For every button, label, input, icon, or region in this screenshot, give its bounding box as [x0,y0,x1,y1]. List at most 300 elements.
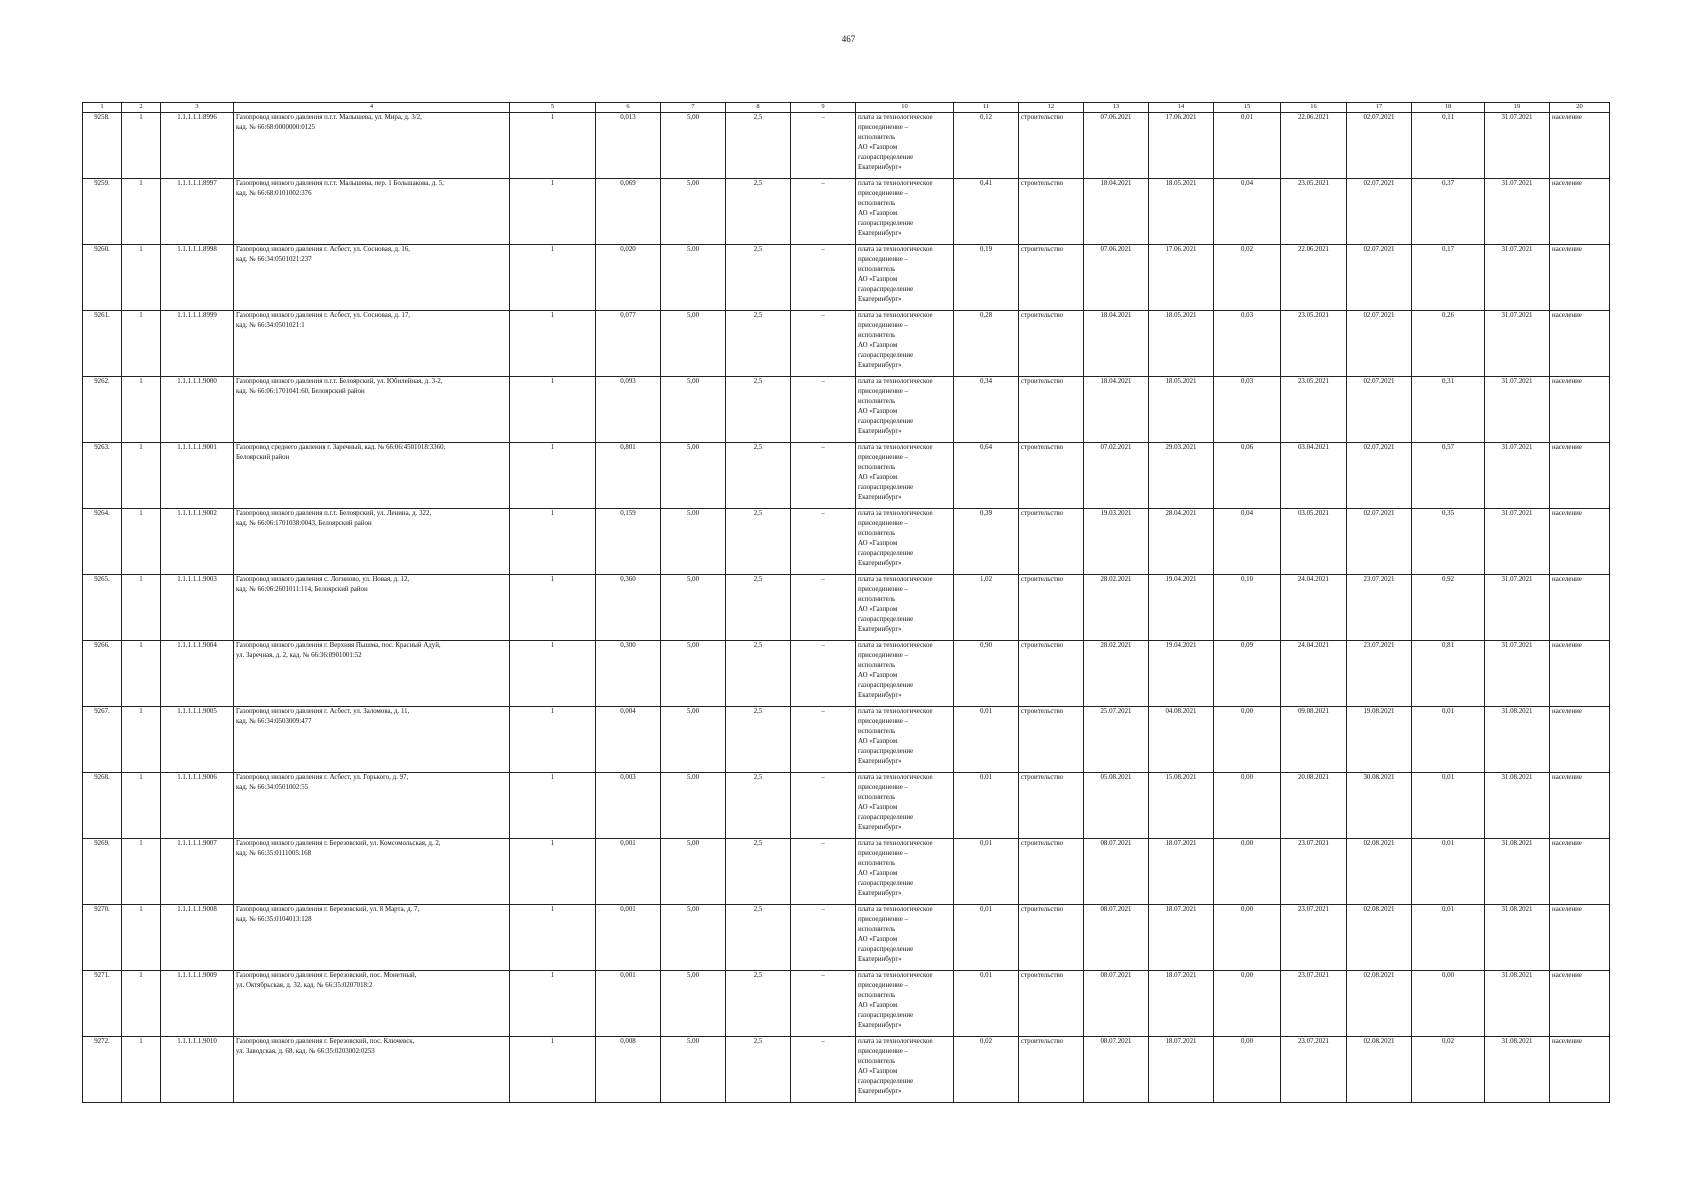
column-17-date-cell: 23.07.2021 [1347,575,1412,641]
column-19-date-cell: 31.07.2021 [1485,509,1550,575]
column-11-cell: 0,01 [954,839,1019,905]
column-15-cell: 0,10 [1214,575,1281,641]
column-18-cell: 0,81 [1412,641,1485,707]
column-8-cell: 2,5 [726,311,791,377]
consumer-category-cell: население [1550,575,1610,641]
object-name-cell: Газопровод низкого давления г. Березовский, пос. Монетный, ул. Октябрьская, д. 32, кад. № 66:35:0207018:2 [234,971,510,1037]
start-date-cell: 18.04.2021 [1084,311,1149,377]
funding-source-cell: плата за технологическое присоединение – исполнитель АО «Газпром газораспределение Екатеринбург» [856,179,954,245]
column-17-date-cell: 02.07.2021 [1347,245,1412,311]
column-5-cell: 1 [510,971,596,1037]
start-date-cell: 08.07.2021 [1084,971,1149,1037]
column-19-date-cell: 31.08.2021 [1485,773,1550,839]
column-16-date-cell: 20.08.2021 [1281,773,1347,839]
length-cell: 0,360 [596,575,661,641]
column-2-cell: 1 [122,773,161,839]
object-code-cell: 1.1.1.1.1.9010 [161,1037,234,1103]
work-type-cell: строительство [1019,311,1084,377]
column-19-date-cell: 31.07.2021 [1485,245,1550,311]
column-11-cell: 0,39 [954,509,1019,575]
consumer-category-cell: население [1550,773,1610,839]
object-name-cell: Газопровод низкого давления п.г.т. Белоярский, ул. Юбилейная, д. 3-2, кад. № 66:06:1701041:60, Белоярский район [234,377,510,443]
object-code-cell: 1.1.1.1.1.8998 [161,245,234,311]
object-name-cell: Газопровод низкого давления г. Асбест, ул. Сосновая, д. 16, кад. № 66:34:0501021:237 [234,245,510,311]
object-name-cell: Газопровод среднего давления г. Заречный, кад. № 66:06:4501018:3360, Белоярский район [234,443,510,509]
end-date-cell: 29.03.2021 [1149,443,1214,509]
column-9-cell: – [791,443,856,509]
column-header-16: 16 [1281,103,1347,113]
column-16-date-cell: 23.07.2021 [1281,905,1347,971]
column-5-cell: 1 [510,1037,596,1103]
object-code-cell: 1.1.1.1.1.9003 [161,575,234,641]
work-type-cell: строительство [1019,113,1084,179]
funding-source-cell: плата за технологическое присоединение – исполнитель АО «Газпром газораспределение Екатеринбург» [856,311,954,377]
end-date-cell: 18.05.2021 [1149,179,1214,245]
end-date-cell: 19.04.2021 [1149,575,1214,641]
column-2-cell: 1 [122,839,161,905]
column-9-cell: – [791,1037,856,1103]
column-19-date-cell: 31.08.2021 [1485,839,1550,905]
end-date-cell: 17.06.2021 [1149,245,1214,311]
column-19-date-cell: 31.07.2021 [1485,443,1550,509]
column-8-cell: 2,5 [726,443,791,509]
column-16-date-cell: 22.06.2021 [1281,113,1347,179]
column-5-cell: 1 [510,509,596,575]
column-19-date-cell: 31.07.2021 [1485,311,1550,377]
column-5-cell: 1 [510,707,596,773]
column-11-cell: 0,01 [954,905,1019,971]
column-header-2: 2 [122,103,161,113]
consumer-category-cell: население [1550,839,1610,905]
funding-source-cell: плата за технологическое присоединение – исполнитель АО «Газпром газораспределение Екатеринбург» [856,377,954,443]
table-body [83,113,1610,1103]
table-row [83,905,1610,971]
column-header-9: 9 [791,103,856,113]
consumer-category-cell: население [1550,245,1610,311]
column-header-20: 20 [1550,103,1610,113]
column-18-cell: 0,26 [1412,311,1485,377]
column-18-cell: 0,00 [1412,971,1485,1037]
column-19-date-cell: 31.07.2021 [1485,179,1550,245]
column-8-cell: 2,5 [726,179,791,245]
length-cell: 0,093 [596,377,661,443]
funding-source-cell: плата за технологическое присоединение – исполнитель АО «Газпром газораспределение Екатеринбург» [856,443,954,509]
length-cell: 0,001 [596,905,661,971]
end-date-cell: 18.07.2021 [1149,971,1214,1037]
funding-source-cell: плата за технологическое присоединение – исполнитель АО «Газпром газораспределение Екатеринбург» [856,575,954,641]
column-17-date-cell: 02.07.2021 [1347,509,1412,575]
funding-source-cell: плата за технологическое присоединение – исполнитель АО «Газпром газораспределение Екатеринбург» [856,971,954,1037]
funding-source-cell: плата за технологическое присоединение – исполнитель АО «Газпром газораспределение Екатеринбург» [856,113,954,179]
end-date-cell: 18.07.2021 [1149,1037,1214,1103]
row-number: 9258. [83,113,122,179]
end-date-cell: 18.05.2021 [1149,377,1214,443]
end-date-cell: 19.04.2021 [1149,641,1214,707]
length-cell: 0,008 [596,1037,661,1103]
table-row [83,443,1610,509]
row-number: 9272. [83,1037,122,1103]
column-18-cell: 0,31 [1412,377,1485,443]
column-7-cell: 5,00 [661,839,726,905]
column-8-cell: 2,5 [726,905,791,971]
funding-source-cell: плата за технологическое присоединение – исполнитель АО «Газпром газораспределение Екатеринбург» [856,641,954,707]
column-header-6: 6 [596,103,661,113]
column-17-date-cell: 02.08.2021 [1347,1037,1412,1103]
column-header-1: 1 [83,103,122,113]
consumer-category-cell: население [1550,443,1610,509]
row-number: 9269. [83,839,122,905]
column-5-cell: 1 [510,311,596,377]
column-19-date-cell: 31.07.2021 [1485,377,1550,443]
column-16-date-cell: 24.04.2021 [1281,641,1347,707]
column-11-cell: 0,19 [954,245,1019,311]
column-15-cell: 0,03 [1214,377,1281,443]
start-date-cell: 07.06.2021 [1084,113,1149,179]
column-5-cell: 1 [510,113,596,179]
column-19-date-cell: 31.08.2021 [1485,971,1550,1037]
funding-source-cell: плата за технологическое присоединение – исполнитель АО «Газпром газораспределение Екатеринбург» [856,707,954,773]
object-code-cell: 1.1.1.1.1.9005 [161,707,234,773]
work-type-cell: строительство [1019,839,1084,905]
column-header-13: 13 [1084,103,1149,113]
column-18-cell: 0,37 [1412,179,1485,245]
column-8-cell: 2,5 [726,509,791,575]
row-number: 9267. [83,707,122,773]
row-number: 9266. [83,641,122,707]
column-19-date-cell: 31.07.2021 [1485,575,1550,641]
funding-source-cell: плата за технологическое присоединение – исполнитель АО «Газпром газораспределение Екатеринбург» [856,905,954,971]
start-date-cell: 19.03.2021 [1084,509,1149,575]
column-19-date-cell: 31.08.2021 [1485,1037,1550,1103]
start-date-cell: 25.07.2021 [1084,707,1149,773]
column-18-cell: 0,01 [1412,773,1485,839]
table-row [83,641,1610,707]
column-2-cell: 1 [122,113,161,179]
length-cell: 0,077 [596,311,661,377]
object-name-cell: Газопровод низкого давления г. Березовский, ул. 8 Марта, д. 7, кад. № 66:35:0104013:128 [234,905,510,971]
column-header-19: 19 [1485,103,1550,113]
column-header-8: 8 [726,103,791,113]
column-7-cell: 5,00 [661,179,726,245]
consumer-category-cell: население [1550,113,1610,179]
column-header-3: 3 [161,103,234,113]
column-15-cell: 0,04 [1214,179,1281,245]
table-row [83,707,1610,773]
end-date-cell: 28.04.2021 [1149,509,1214,575]
column-18-cell: 0,35 [1412,509,1485,575]
column-9-cell: – [791,245,856,311]
column-9-cell: – [791,641,856,707]
column-8-cell: 2,5 [726,773,791,839]
column-header-18: 18 [1412,103,1485,113]
column-18-cell: 0,92 [1412,575,1485,641]
column-16-date-cell: 23.05.2021 [1281,311,1347,377]
column-7-cell: 5,00 [661,377,726,443]
column-15-cell: 0,03 [1214,311,1281,377]
column-11-cell: 1,02 [954,575,1019,641]
column-16-date-cell: 09.08.2021 [1281,707,1347,773]
column-11-cell: 0,01 [954,707,1019,773]
column-8-cell: 2,5 [726,377,791,443]
column-18-cell: 0,17 [1412,245,1485,311]
column-9-cell: – [791,179,856,245]
column-9-cell: – [791,707,856,773]
column-9-cell: – [791,509,856,575]
column-17-date-cell: 02.08.2021 [1347,971,1412,1037]
column-7-cell: 5,00 [661,113,726,179]
column-15-cell: 0,00 [1214,1037,1281,1103]
column-17-date-cell: 30.08.2021 [1347,773,1412,839]
row-number: 9265. [83,575,122,641]
funding-source-cell: плата за технологическое присоединение – исполнитель АО «Газпром газораспределение Екатеринбург» [856,773,954,839]
column-17-date-cell: 02.07.2021 [1347,179,1412,245]
length-cell: 0,069 [596,179,661,245]
work-type-cell: строительство [1019,905,1084,971]
column-19-date-cell: 31.07.2021 [1485,113,1550,179]
object-name-cell: Газопровод низкого давления г. Березовский, пос. Ключевск, ул. Заводская, д. 68, кад. № 66:35:0203002:0253 [234,1037,510,1103]
object-code-cell: 1.1.1.1.1.8996 [161,113,234,179]
column-17-date-cell: 02.07.2021 [1347,443,1412,509]
column-16-date-cell: 23.05.2021 [1281,377,1347,443]
object-name-cell: Газопровод низкого давления г. Асбест, ул. Сосновая, д. 17, кад. № 66:34:0501021:1 [234,311,510,377]
column-15-cell: 0,02 [1214,245,1281,311]
column-number-row [83,103,1610,113]
column-16-date-cell: 23.07.2021 [1281,839,1347,905]
end-date-cell: 18.07.2021 [1149,839,1214,905]
column-header-10: 10 [856,103,954,113]
column-15-cell: 0,09 [1214,641,1281,707]
column-8-cell: 2,5 [726,707,791,773]
column-5-cell: 1 [510,905,596,971]
consumer-category-cell: население [1550,971,1610,1037]
consumer-category-cell: население [1550,509,1610,575]
start-date-cell: 18.04.2021 [1084,179,1149,245]
object-name-cell: Газопровод низкого давления г. Асбест, ул. Горького, д. 97, кад. № 66:34:0501002:55 [234,773,510,839]
column-5-cell: 1 [510,443,596,509]
column-9-cell: – [791,839,856,905]
column-15-cell: 0,00 [1214,905,1281,971]
column-11-cell: 0,90 [954,641,1019,707]
column-15-cell: 0,00 [1214,971,1281,1037]
column-9-cell: – [791,377,856,443]
column-2-cell: 1 [122,641,161,707]
object-code-cell: 1.1.1.1.1.9000 [161,377,234,443]
end-date-cell: 15.08.2021 [1149,773,1214,839]
work-type-cell: строительство [1019,971,1084,1037]
length-cell: 0,003 [596,773,661,839]
row-number: 9270. [83,905,122,971]
column-header-5: 5 [510,103,596,113]
object-code-cell: 1.1.1.1.1.9007 [161,839,234,905]
column-7-cell: 5,00 [661,641,726,707]
column-header-11: 11 [954,103,1019,113]
consumer-category-cell: население [1550,641,1610,707]
column-header-14: 14 [1149,103,1214,113]
column-7-cell: 5,00 [661,509,726,575]
end-date-cell: 18.05.2021 [1149,311,1214,377]
column-2-cell: 1 [122,179,161,245]
column-18-cell: 0,01 [1412,839,1485,905]
object-code-cell: 1.1.1.1.1.9001 [161,443,234,509]
object-name-cell: Газопровод низкого давления п.г.т. Малышева, ул. Мира, д. 3/2, кад. № 66:68:0000000:0125 [234,113,510,179]
table-row [83,179,1610,245]
start-date-cell: 18.04.2021 [1084,377,1149,443]
column-15-cell: 0,04 [1214,509,1281,575]
table-row [83,839,1610,905]
work-type-cell: строительство [1019,443,1084,509]
consumer-category-cell: население [1550,377,1610,443]
column-5-cell: 1 [510,773,596,839]
table-row [83,509,1610,575]
column-18-cell: 0,11 [1412,113,1485,179]
row-number: 9261. [83,311,122,377]
column-16-date-cell: 22.06.2021 [1281,245,1347,311]
column-2-cell: 1 [122,707,161,773]
column-9-cell: – [791,575,856,641]
column-2-cell: 1 [122,311,161,377]
column-header-15: 15 [1214,103,1281,113]
length-cell: 0,013 [596,113,661,179]
column-9-cell: – [791,905,856,971]
column-9-cell: – [791,113,856,179]
length-cell: 0,001 [596,971,661,1037]
funding-source-cell: плата за технологическое присоединение – исполнитель АО «Газпром газораспределение Екатеринбург» [856,245,954,311]
table-row [83,575,1610,641]
column-11-cell: 0,12 [954,113,1019,179]
row-number: 9271. [83,971,122,1037]
length-cell: 0,004 [596,707,661,773]
end-date-cell: 18.07.2021 [1149,905,1214,971]
column-2-cell: 1 [122,1037,161,1103]
column-7-cell: 5,00 [661,575,726,641]
page-number: 467 [841,34,856,44]
column-16-date-cell: 03.05.2021 [1281,509,1347,575]
column-11-cell: 0,64 [954,443,1019,509]
column-11-cell: 0,28 [954,311,1019,377]
object-name-cell: Газопровод низкого давления г. Верхняя Пышма, пос. Красный Адуй, ул. Заречная, д. 2, кад. № 66:36:0901001:52 [234,641,510,707]
column-2-cell: 1 [122,443,161,509]
column-9-cell: – [791,971,856,1037]
table-row [83,311,1610,377]
row-number: 9262. [83,377,122,443]
column-18-cell: 0,01 [1412,707,1485,773]
start-date-cell: 05.08.2021 [1084,773,1149,839]
column-15-cell: 0,00 [1214,773,1281,839]
start-date-cell: 07.06.2021 [1084,245,1149,311]
funding-source-cell: плата за технологическое присоединение – исполнитель АО «Газпром газораспределение Екатеринбург» [856,839,954,905]
column-15-cell: 0,00 [1214,839,1281,905]
column-7-cell: 5,00 [661,311,726,377]
column-8-cell: 2,5 [726,839,791,905]
column-18-cell: 0,01 [1412,905,1485,971]
object-code-cell: 1.1.1.1.1.9008 [161,905,234,971]
funding-source-cell: плата за технологическое присоединение – исполнитель АО «Газпром газораспределение Екатеринбург» [856,1037,954,1103]
object-code-cell: 1.1.1.1.1.9002 [161,509,234,575]
work-type-cell: строительство [1019,575,1084,641]
column-17-date-cell: 23.07.2021 [1347,641,1412,707]
work-type-cell: строительство [1019,179,1084,245]
column-17-date-cell: 02.07.2021 [1347,113,1412,179]
column-16-date-cell: 03.04.2021 [1281,443,1347,509]
column-19-date-cell: 31.07.2021 [1485,641,1550,707]
column-5-cell: 1 [510,839,596,905]
column-7-cell: 5,00 [661,245,726,311]
work-type-cell: строительство [1019,509,1084,575]
table-row [83,245,1610,311]
column-11-cell: 0,41 [954,179,1019,245]
start-date-cell: 08.07.2021 [1084,839,1149,905]
end-date-cell: 17.06.2021 [1149,113,1214,179]
column-18-cell: 0,57 [1412,443,1485,509]
consumer-category-cell: население [1550,707,1610,773]
start-date-cell: 08.07.2021 [1084,905,1149,971]
column-17-date-cell: 19.08.2021 [1347,707,1412,773]
consumer-category-cell: население [1550,311,1610,377]
column-15-cell: 0,01 [1214,113,1281,179]
table-row [83,377,1610,443]
column-15-cell: 0,06 [1214,443,1281,509]
object-name-cell: Газопровод низкого давления с. Логиново, ул. Новая, д. 12, кад. № 66:06:2601011:114, Белоярский район [234,575,510,641]
work-type-cell: строительство [1019,377,1084,443]
column-16-date-cell: 23.07.2021 [1281,1037,1347,1103]
column-2-cell: 1 [122,575,161,641]
column-19-date-cell: 31.08.2021 [1485,905,1550,971]
table-row [83,773,1610,839]
column-header-4: 4 [234,103,510,113]
column-16-date-cell: 23.07.2021 [1281,971,1347,1037]
length-cell: 0,001 [596,839,661,905]
column-11-cell: 0,34 [954,377,1019,443]
column-8-cell: 2,5 [726,245,791,311]
column-7-cell: 5,00 [661,443,726,509]
object-name-cell: Газопровод низкого давления г. Березовский, ул. Комсомольская, д. 2, кад. № 66:35:0111005:168 [234,839,510,905]
start-date-cell: 28.02.2021 [1084,641,1149,707]
column-11-cell: 0,01 [954,773,1019,839]
consumer-category-cell: население [1550,905,1610,971]
table-row [83,1037,1610,1103]
row-number: 9263. [83,443,122,509]
object-name-cell: Газопровод низкого давления г. Асбест, ул. Заломова, д. 11, кад. № 66:34:0503009:477 [234,707,510,773]
column-11-cell: 0,02 [954,1037,1019,1103]
column-8-cell: 2,5 [726,575,791,641]
column-18-cell: 0,02 [1412,1037,1485,1103]
column-17-date-cell: 02.07.2021 [1347,377,1412,443]
investment-program-table [82,102,1610,1103]
row-number: 9268. [83,773,122,839]
column-16-date-cell: 23.05.2021 [1281,179,1347,245]
column-9-cell: – [791,773,856,839]
work-type-cell: строительство [1019,707,1084,773]
column-header-17: 17 [1347,103,1412,113]
row-number: 9260. [83,245,122,311]
column-8-cell: 2,5 [726,1037,791,1103]
column-2-cell: 1 [122,377,161,443]
work-type-cell: строительство [1019,1037,1084,1103]
length-cell: 0,300 [596,641,661,707]
column-8-cell: 2,5 [726,641,791,707]
start-date-cell: 08.07.2021 [1084,1037,1149,1103]
column-7-cell: 5,00 [661,1037,726,1103]
consumer-category-cell: население [1550,1037,1610,1103]
column-19-date-cell: 31.08.2021 [1485,707,1550,773]
end-date-cell: 04.08.2021 [1149,707,1214,773]
column-7-cell: 5,00 [661,905,726,971]
object-code-cell: 1.1.1.1.1.9004 [161,641,234,707]
table-row [83,113,1610,179]
column-16-date-cell: 24.04.2021 [1281,575,1347,641]
column-9-cell: – [791,311,856,377]
column-2-cell: 1 [122,245,161,311]
